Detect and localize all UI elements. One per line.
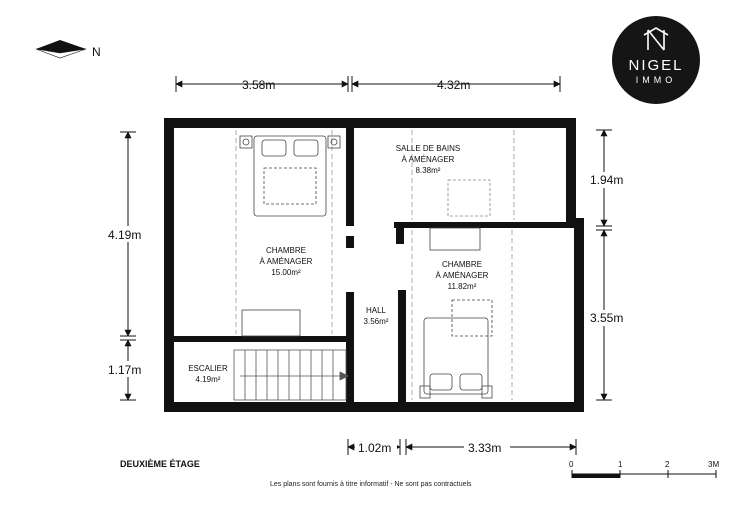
salle-bains-sublabel: À AMÉNAGER [401, 155, 455, 164]
logo-name: NIGEL [628, 57, 684, 74]
nigel-immo-logo [612, 16, 700, 104]
scale-bar [569, 460, 719, 478]
disclaimer: Les plans sont fournis à titre informatif - Ne sont pas contractuels [270, 481, 472, 488]
chambre1-area: 15.00m² [271, 268, 301, 277]
escalier-label: ESCALIER [188, 364, 228, 373]
salle-bains-area: 8.38m² [415, 166, 441, 175]
staircase-icon [234, 350, 348, 400]
dim-top-right: 4.32m [437, 78, 471, 92]
chambre2-area: 11.82m² [447, 282, 477, 291]
dim-right-lower: 3.55m [590, 311, 624, 325]
compass-label: N [92, 45, 101, 59]
double-bed-icon [420, 300, 492, 398]
scale-label-3m: 3M [708, 460, 720, 469]
north-arrow-icon [36, 40, 86, 58]
floor-title: DEUXIÈME ÉTAGE [120, 459, 200, 469]
dim-right-upper: 1.94m [590, 173, 624, 187]
dim-bottom-left: 1.02m [358, 441, 392, 455]
dim-left-lower: 1.17m [108, 363, 142, 377]
wardrobe-icon [430, 228, 480, 250]
logo-subname: IMMO [635, 75, 677, 85]
salle-bains-label: SALLE DE BAINS [395, 144, 461, 153]
dim-bottom-right: 3.33m [468, 441, 502, 455]
scale-label-2: 2 [665, 460, 670, 469]
double-bed-icon [240, 136, 340, 216]
chambre1-label: CHAMBRE [265, 246, 307, 255]
chambre1-sublabel: À AMÉNAGER [259, 257, 313, 266]
bathtub-icon [448, 180, 490, 216]
dim-left-upper: 4.19m [108, 228, 142, 242]
scale-label-1: 1 [618, 460, 623, 469]
hall-label: HALL [365, 306, 387, 315]
hall-area: 3.56m² [363, 317, 389, 326]
dresser-icon [242, 310, 300, 336]
scale-label-0: 0 [569, 460, 574, 469]
escalier-area: 4.19m² [195, 375, 221, 384]
chambre2-label: CHAMBRE [441, 260, 483, 269]
dim-top-left: 3.58m [242, 78, 276, 92]
chambre2-sublabel: À AMÉNAGER [435, 271, 489, 280]
